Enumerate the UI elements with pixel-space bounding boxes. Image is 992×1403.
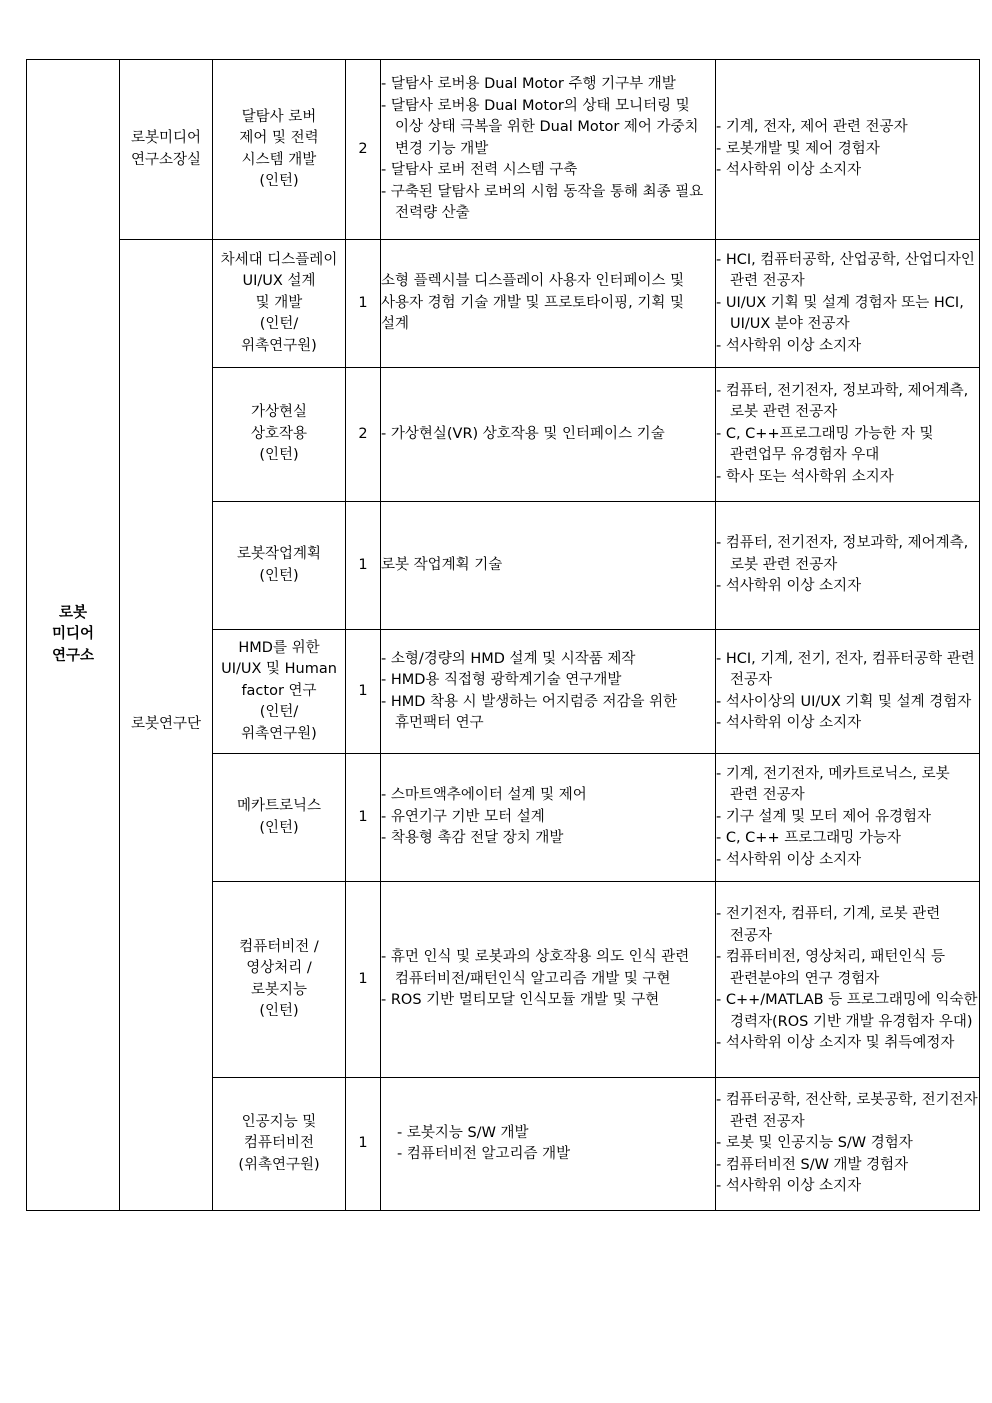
qualification-item: - 석사학위 이상 소지자 [716,337,862,354]
qualification-item: - 석사학위 이상 소지자 [716,715,862,731]
qualification-item: - 컴퓨터비전 S/W 개발 경험자 [716,1156,909,1173]
table-row [27,60,980,240]
qualifications-cell [716,240,980,368]
qualification-item: - 전기전자, 컴퓨터, 기계, 로봇 관련 전공자 [716,906,941,944]
count-cell: 1 [346,1078,381,1211]
qualification-item: - 기구 설계 및 모터 제어 유경험자 [716,808,931,825]
count-cell: 1 [346,630,381,754]
qualification-item: - 로봇개발 및 제어 경험자 [716,140,880,157]
qualification-item: - 기계, 전기전자, 메카트로닉스, 로봇 관련 전공자 [716,765,950,804]
duty-item: - 스마트액추에이터 설계 및 제어 [381,787,587,804]
duty-item: - 로봇지능 S/W 개발 [397,1124,529,1141]
count-cell: 1 [346,240,381,368]
qualification-item: - 석사학위 이상 소지자 및 취득예정자 [716,1035,955,1052]
duties-cell [381,60,716,240]
qualification-item: - C, C++프로그래밍 가능한 자 및 관련업무 유경험자 우대 [716,425,934,464]
duty-item: - HMD 착용 시 발생하는 어지럼증 저감을 위한 휴먼팩터 연구 [381,693,678,731]
duty-item: 소형 플렉시블 디스플레이 사용자 인터페이스 및 사용자 경험 기술 개발 및 프로토타이핑, 기획 및 설계 [381,273,685,333]
qualification-item: - UI/UX 기획 및 설계 경험자 또는 HCI, UI/UX 분야 전공자 [716,294,964,333]
qualifications-cell [716,1078,980,1211]
duties-cell [381,754,716,882]
count-cell: 2 [346,368,381,502]
qualification-item: - 컴퓨터, 전기전자, 정보과학, 제어계측, 로봇 관련 전공자 [716,382,969,421]
position-cell: 메카트로닉스 (인턴) [213,754,346,882]
duties-cell [381,240,716,368]
duties-cell [381,1078,716,1211]
qualifications-cell [716,630,980,754]
duty-item: - ROS 기반 멀티모달 인식모듈 개발 및 구현 [381,992,660,1009]
duty-item: - HMD용 직접형 광학계기술 연구개발 [381,672,622,688]
table-row [27,240,980,368]
duty-item: - 달탐사 로버용 Dual Motor의 상태 모니터링 및 이상 상태 극복을 위한 Dual Motor 제어 가중치 변경 기능 개발 [381,97,699,157]
duties-cell [381,630,716,754]
qualification-item: - 로봇 및 인공지능 S/W 경험자 [716,1135,913,1152]
unit-cell: 로봇미디어 연구소장실 [120,60,213,240]
position-cell: 로봇작업계획 (인턴) [213,502,346,630]
count-cell: 1 [346,754,381,882]
duty-item: - 유연기구 기반 모터 설계 [381,808,545,825]
qualification-item: - 석사학위 이상 소지자 [716,162,862,179]
position-cell: 차세대 디스플레이 UI/UX 설계 및 개발 (인턴/ 위촉연구원) [213,240,346,368]
duty-item: - 소형/경량의 HMD 설계 및 시작품 제작 [381,650,636,667]
recruitment-table [26,59,980,1211]
duties-cell [381,502,716,630]
qualifications-cell [716,60,980,240]
qualification-item: - 기계, 전자, 제어 관련 전공자 [716,119,908,136]
duty-item: - 휴먼 인식 및 로봇과의 상호작용 의도 인식 관련 컴퓨터비전/패턴인식 알고리즘 개발 및 구현 [381,949,690,987]
qualifications-cell [716,368,980,502]
position-cell: 컴퓨터비전 / 영상처리 / 로봇지능 (인턴) [213,882,346,1078]
qualification-item: - HCI, 컴퓨터공학, 산업공학, 산업디자인 관련 전공자 [716,251,975,290]
duties-cell [381,368,716,502]
qualification-item: - 학사 또는 석사학위 소지자 [716,468,894,485]
qualification-item: - 컴퓨터, 전기전자, 정보과학, 제어계측, 로봇 관련 전공자 [716,535,969,573]
duty-item: - 가상현실(VR) 상호작용 및 인터페이스 기술 [381,425,665,442]
duty-item: - 착용형 촉감 전달 장치 개발 [381,830,564,847]
qualifications-cell [716,754,980,882]
count-cell: 2 [346,60,381,240]
qualifications-cell [716,502,980,630]
qualification-item: - 석사이상의 UI/UX 기획 및 설계 경험자 [716,693,972,710]
position-cell: 가상현실 상호작용 (인턴) [213,368,346,502]
qualification-item: - C, C++ 프로그래밍 가능자 [716,830,901,847]
qualification-item: - C++/MATLAB 등 프로그래밍에 익숙한 경력자(ROS 기반 개발 유경험자 우대) [716,992,978,1030]
position-cell: 인공지능 및 컴퓨터비전 (위촉연구원) [213,1078,346,1211]
unit-cell: 로봇연구단 [120,240,213,1211]
qualification-item: - 석사학위 이상 소지자 [716,851,862,868]
duty-item: 로봇 작업계획 기술 [381,556,503,573]
qualification-item: - 컴퓨터비전, 영상처리, 패턴인식 등 관련분야의 연구 경험자 [716,949,945,987]
qualifications-cell [716,882,980,1078]
qualification-item: - HCI, 기계, 전기, 전자, 컴퓨터공학 관련 전공자 [716,650,975,688]
position-cell: 달탐사 로버 제어 및 전력 시스템 개발 (인턴) [213,60,346,240]
position-cell: HMD를 위한 UI/UX 및 Human factor 연구 (인턴/ 위촉연구원) [213,630,346,754]
duty-item: - 컴퓨터비전 알고리즘 개발 [397,1146,571,1162]
institute-name: 로봇 미디어 연구소 [27,60,120,1211]
duty-item: - 달탐사 로버용 Dual Motor 주행 기구부 개발 [381,76,676,93]
qualification-item: - 석사학위 이상 소지자 [716,578,862,595]
qualification-item: - 컴퓨터공학, 전산학, 로봇공학, 전기전자 관련 전공자 [716,1092,978,1130]
count-cell: 1 [346,502,381,630]
duty-item: - 구축된 달탐사 로버의 시험 동작을 통해 최종 필요 전력량 산출 [381,183,704,222]
count-cell: 1 [346,882,381,1078]
duty-item: - 달탐사 로버 전력 시스템 구축 [381,162,578,179]
duties-cell [381,882,716,1078]
qualification-item: - 석사학위 이상 소지자 [716,1178,862,1195]
